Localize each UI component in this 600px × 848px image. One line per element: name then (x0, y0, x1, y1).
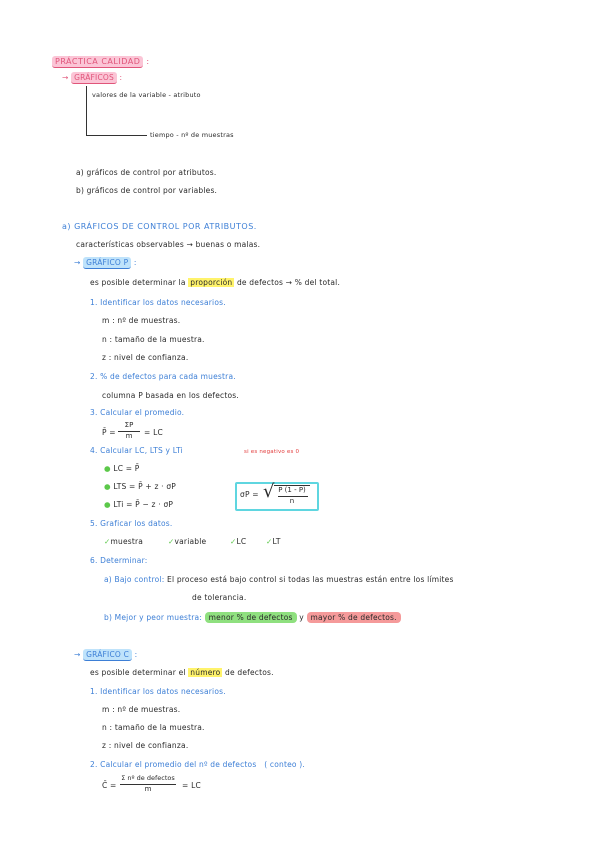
arrow-icon: → (74, 258, 84, 267)
p-step-4: 4. Calcular LC, LTS y LTi (90, 446, 183, 455)
check-icon: ✓ (266, 537, 273, 546)
p-step-5: 5. Graficar los datos. (90, 519, 173, 528)
arrow-icon: → (74, 650, 84, 659)
p-lti-formula: ● LTi = P̄ − z · σP (104, 500, 174, 509)
green-dot-icon: ● (104, 464, 114, 473)
p-lc-formula: ● LC = P̄ (104, 464, 140, 473)
chart-y-axis (86, 86, 87, 136)
p-step-4-note: si es negativo es 0 (244, 449, 300, 455)
grafico-c-heading: → GRÁFICO C : (74, 650, 138, 659)
arrow-icon: → (62, 73, 72, 82)
p-plot-item-1: ✓variable (168, 537, 207, 546)
p-avg-lhs: P̄ = (102, 428, 116, 437)
c-avg-lhs: C̄ = (102, 781, 117, 790)
sqrt-icon: √ (263, 481, 275, 502)
p-avg-numerator: ΣP (124, 421, 134, 429)
characteristics-text: características observables → buenas o malas. (76, 240, 261, 249)
graficos-heading: → GRÁFICOS : (62, 73, 123, 82)
p-det-a-cont: de tolerancia. (192, 593, 247, 602)
y-axis-label: valores de la variable - atributo (92, 91, 201, 99)
p-step-3: 3. Calcular el promedio. (90, 408, 185, 417)
grafico-p-intro: es posible determinar la proporción de defectos → % del total. (90, 278, 341, 287)
p-step-6: 6. Determinar: (90, 556, 148, 565)
c-avg-numerator: Σ nº de defectos (121, 774, 175, 782)
p-plot-item-0: ✓muestra (104, 537, 144, 546)
sigma-lhs: σP = (240, 490, 259, 499)
page-title: PRÁCTICA CALIDAD : (52, 57, 150, 67)
x-axis-label: tiempo - nº de muestras (150, 131, 234, 139)
p-z-def: z : nivel de confianza. (102, 353, 189, 362)
sigma-denominator: n (289, 497, 295, 505)
p-plot-item-2: ✓LC (230, 537, 247, 546)
p-step-2-note: columna P basada en los defectos. (102, 391, 239, 400)
graph-type-b: b) gráficos de control por variables. (76, 186, 218, 195)
p-step-1: 1. Identificar los datos necesarios. (90, 298, 226, 307)
c-avg-denominator: m (144, 785, 152, 793)
c-step-2: 2. Calcular el promedio del nº de defectos ( conteo ). (90, 760, 306, 769)
p-n-def: n : tamaño de la muestra. (102, 335, 205, 344)
graph-type-a: a) gráficos de control por atributos. (76, 168, 217, 177)
p-det-b: b) Mejor y peor muestra: menor % de defectos y mayor % de defectos. (104, 613, 401, 623)
p-avg-rhs: = LC (144, 428, 163, 437)
green-dot-icon: ● (104, 500, 114, 509)
p-det-a: a) Bajo control: El proceso está bajo control si todas las muestras están entre los límites (104, 575, 454, 584)
p-avg-denominator: m (125, 432, 133, 440)
section-a-heading: a) GRÁFICOS DE CONTROL POR ATRIBUTOS. (62, 222, 257, 231)
p-step-2: 2. % de defectos para cada muestra. (90, 372, 236, 381)
check-icon: ✓ (168, 537, 175, 546)
c-avg-rhs: = LC (182, 781, 201, 790)
chart-x-axis (86, 135, 147, 136)
p-plot-item-3: ✓LT (266, 537, 281, 546)
grafico-p-heading: → GRÁFICO P : (74, 258, 137, 267)
c-step-1: 1. Identificar los datos necesarios. (90, 687, 226, 696)
sigma-numerator: P̄ (1 - P̄) (278, 486, 306, 494)
p-lts-formula: ● LTS = P̄ + z · σP (104, 482, 177, 491)
check-icon: ✓ (230, 537, 237, 546)
c-z-def: z : nivel de confianza. (102, 741, 189, 750)
p-m-def: m : nº de muestras. (102, 316, 181, 325)
grafico-c-intro: es posible determinar el número de defectos. (90, 668, 274, 677)
check-icon: ✓ (104, 537, 111, 546)
green-dot-icon: ● (104, 482, 114, 491)
c-n-def: n : tamaño de la muestra. (102, 723, 205, 732)
c-m-def: m : nº de muestras. (102, 705, 181, 714)
